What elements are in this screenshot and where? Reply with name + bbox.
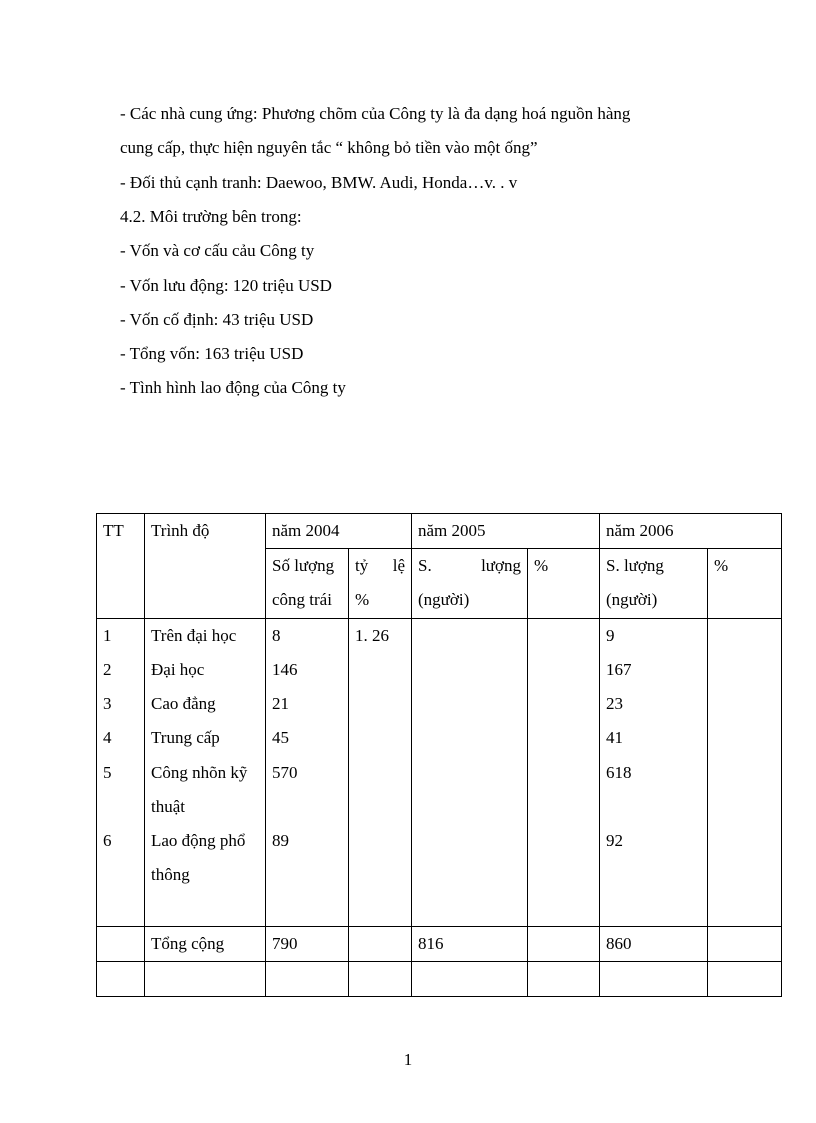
ratio-word: lệ <box>392 556 405 575</box>
subheader-ratio-2004 <box>349 549 412 619</box>
value-cell: 23 <box>606 694 623 713</box>
total-label: Tổng cộng <box>145 927 266 962</box>
table-data-row <box>97 619 782 927</box>
subheader-qty-2004: Số lượng công trái <box>266 549 349 619</box>
ratio-2004-column <box>349 619 412 927</box>
value-cell: 89 <box>272 831 289 850</box>
level-cell: Trên đại học <box>151 626 237 645</box>
value-2006-column <box>600 619 708 927</box>
qty-word: S. <box>418 556 432 575</box>
total-2006: 860 <box>600 927 708 962</box>
table-empty-row <box>97 962 782 997</box>
header-2005: năm 2005 <box>412 514 600 549</box>
table-total-row <box>97 927 782 962</box>
ratio-percent: % <box>355 590 370 609</box>
tt-cell: 5 <box>103 763 112 782</box>
total-2004: 790 <box>266 927 349 962</box>
value-2005-column <box>412 619 528 927</box>
pct-2006-column <box>708 619 782 927</box>
tt-cell: 6 <box>103 831 112 850</box>
level-cell: Đại học <box>151 660 205 679</box>
value-cell: 21 <box>272 694 289 713</box>
level-column <box>145 619 266 927</box>
value-cell: 41 <box>606 728 623 747</box>
value-cell: 167 <box>606 660 632 679</box>
paragraph-line: - Tình hình lao động của Công ty <box>120 378 346 397</box>
header-level: Trình độ <box>145 514 266 619</box>
subheader-pct-2005: % <box>528 549 600 619</box>
qty-word: lượng <box>481 556 521 575</box>
page-number: 1 <box>403 1050 413 1069</box>
level-cell: Cao đẳng <box>151 694 216 713</box>
paragraph-line: - Đối thủ cạnh tranh: Daewoo, BMW. Audi, Honda…v. . v <box>120 173 518 192</box>
ratio-word: tỷ <box>355 556 369 575</box>
value-cell: 618 <box>606 763 632 782</box>
value-cell: 8 <box>272 626 281 645</box>
tt-cell: 4 <box>103 728 112 747</box>
qty-unit: (người) <box>418 590 470 609</box>
total-2005: 816 <box>412 927 528 962</box>
level-cell: Công nhõn kỹ thuật <box>151 763 248 816</box>
level-cell: Trung cấp <box>151 728 220 747</box>
header-tt: TT <box>97 514 145 619</box>
paragraph-line: - Tổng vốn: 163 triệu USD <box>120 344 304 363</box>
value-2004-column <box>266 619 349 927</box>
labor-table <box>96 513 782 997</box>
subheader-qty-2005 <box>412 549 528 619</box>
subheader-pct-2006: % <box>708 549 782 619</box>
value-cell: 146 <box>272 660 298 679</box>
paragraph-line: - Vốn và cơ cấu cảu Công ty <box>120 241 315 260</box>
value-cell: 9 <box>606 626 615 645</box>
paragraph-line: cung cấp, thực hiện nguyên tắc “ không bỏ tiền vào một ống” <box>120 138 538 157</box>
pct-2005-column <box>528 619 600 927</box>
level-cell: Lao động phổ thông <box>151 831 246 884</box>
tt-cell: 3 <box>103 694 112 713</box>
paragraph-line: - Vốn cố định: 43 triệu USD <box>120 310 314 329</box>
ratio-cell: 1. 26 <box>355 626 389 645</box>
paragraph-line: - Vốn lưu động: 120 triệu USD <box>120 276 332 295</box>
table-header-row <box>97 514 782 549</box>
header-2004: năm 2004 <box>266 514 412 549</box>
subheader-qty-2006: S. lượng (người) <box>600 549 708 619</box>
section-heading: 4.2. Môi trường bên trong: <box>120 207 302 226</box>
value-cell: 92 <box>606 831 623 850</box>
value-cell: 45 <box>272 728 289 747</box>
tt-cell: 2 <box>103 660 112 679</box>
header-2006: năm 2006 <box>600 514 782 549</box>
tt-column <box>97 619 145 927</box>
paragraph-line: - Các nhà cung ứng: Phương chõm của Công ty là đa dạng hoá nguồn hàng <box>120 104 631 123</box>
tt-cell: 1 <box>103 626 112 645</box>
value-cell: 570 <box>272 763 298 782</box>
